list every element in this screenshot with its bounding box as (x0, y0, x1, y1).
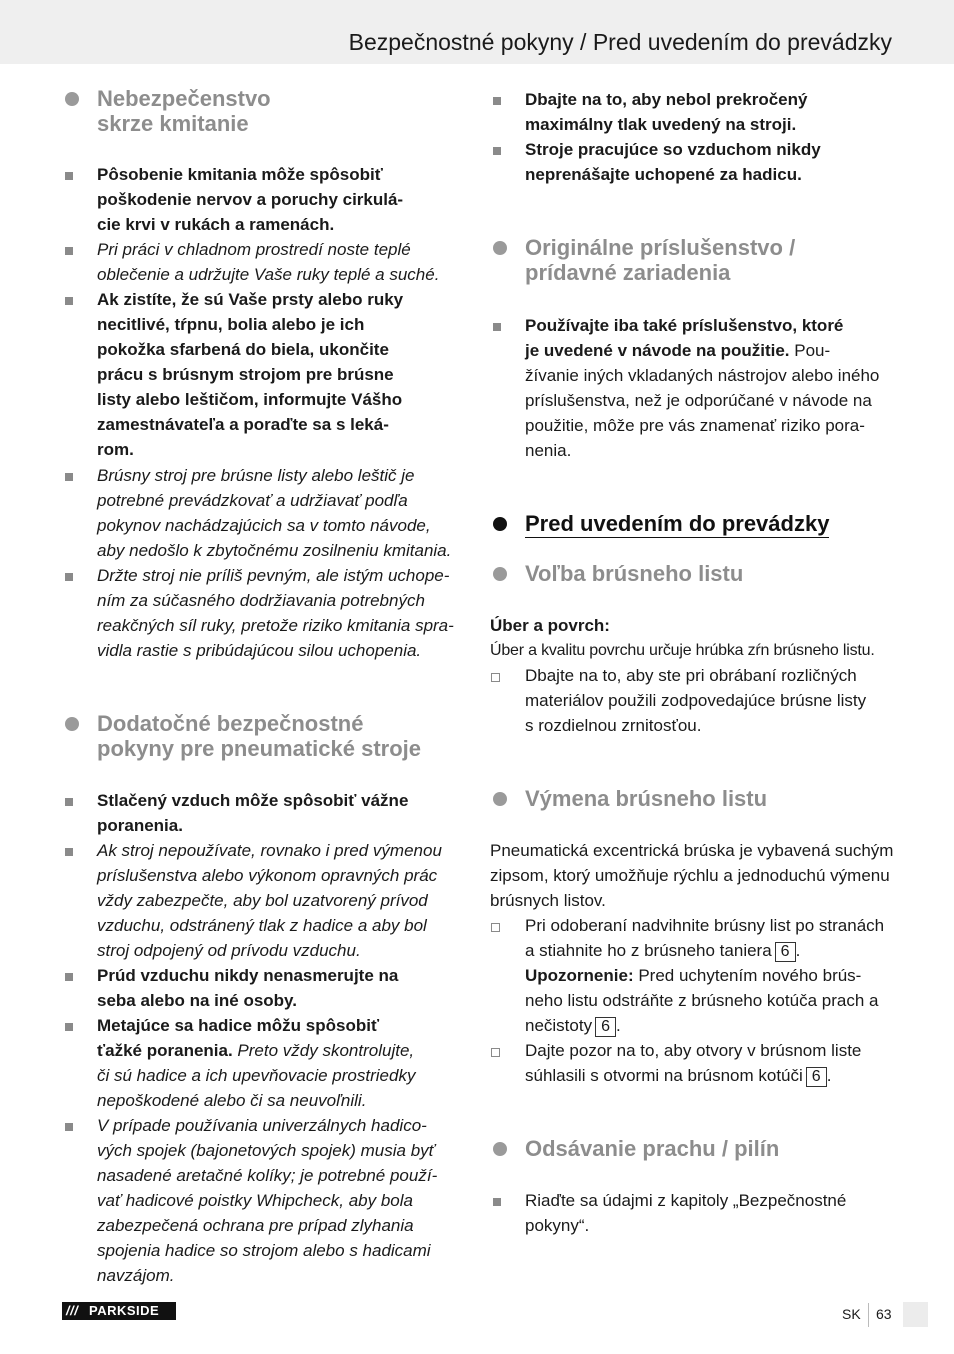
checkbox-bullet-icon (491, 923, 500, 932)
square-bullet-icon (65, 473, 73, 481)
section-heading-sheet-change: Výmena brúsneho listu (490, 786, 767, 811)
heading-bullet-icon (493, 567, 507, 581)
section-heading-accessories: Originálne príslušenstvo / prídavné zariadenia (490, 235, 795, 285)
square-bullet-icon (493, 323, 501, 331)
figure-reference: 6 (595, 1017, 616, 1037)
square-bullet-icon (493, 1198, 501, 1206)
list-item: Dbajte na to, aby nebol prekročený maximálny tlak uvedený na stroji. (490, 87, 895, 137)
square-bullet-icon (65, 1123, 73, 1131)
list-item: Ak stroj nepoužívate, rovnako i pred výmenou príslušenstva alebo výkonom opravných prác vždy zabezpečte, aby bol uzatvorený prívod vzduchu, odstránený tlak z hadice a aby bol stroj odpojený od prívodu vzduchu. (62, 838, 469, 963)
page-number: 63 (876, 1306, 892, 1322)
list-item: Stroje pracujúce so vzduchom nikdy neprenášajte uchopené za hadicu. (490, 137, 895, 187)
section-heading-vibration: Nebezpečenstvo skrze kmitanie (62, 86, 271, 136)
page-header-title: Bezpečnostné pokyny / Pred uvedením do prevádzky (348, 29, 892, 55)
square-bullet-icon (493, 147, 501, 155)
brand-logo: /// PARKSIDE (62, 1302, 176, 1320)
square-bullet-icon (493, 97, 501, 105)
footer-divider (868, 1303, 869, 1327)
heading-bullet-icon (493, 241, 507, 255)
section-heading-dust: Odsávanie prachu / pilín (490, 1136, 779, 1161)
square-bullet-icon (65, 848, 73, 856)
figure-reference: 6 (806, 1067, 827, 1087)
square-bullet-icon (65, 247, 73, 255)
list-item: V prípade používania univerzálnych hadico- vých spojek (bajonetových spojek) musia byť nasadené aretačné kolíky; je potrebné použí- vať hadicové poistky Whipcheck, aby bola zabezpečená ochrana pre prípad zlyhania spojenia hadice so strojom alebo s hadicami navzájom. (62, 1113, 469, 1288)
heading-bullet-icon (493, 1142, 507, 1156)
list-item: Riaďte sa údajmi z kapitoly „Bezpečnostné pokyny“. (490, 1188, 895, 1238)
list-item: Ak zistíte, že sú Vaše prsty alebo ruky necitlivé, tŕpnu, bolia alebo je ich pokožka sfarbená do biela, ukončite prácu s brúsnym strojom pre brúsne listy alebo leštičom, informujte Vášho zamestnávateľa a poraďte sa s leká- rom. (62, 287, 469, 462)
section-heading-sheet-choice: Voľba brúsneho listu (490, 561, 743, 586)
list-item: Pôsobenie kmitania môže spôsobiť poškodenie nervov a poruchy cirkulá- cie krvi v rukách a ramenách. (62, 162, 469, 237)
logo-stripes-icon: /// (66, 1303, 79, 1318)
figure-reference: 6 (775, 942, 796, 962)
heading-bullet-icon (65, 717, 79, 731)
paragraph: Úber a kvalitu povrchu určuje hrúbka zŕn brúsneho listu. (490, 642, 875, 659)
list-item: Používajte iba také príslušenstvo, ktoré je uvedené v návode na použitie. Pou- žívanie iných vkladaných nástrojov alebo iného príslušenstva, než je odporúčané v návode na použitie, môže pre vás znamenať riziko pora- nenia. (490, 313, 895, 463)
square-bullet-icon (65, 573, 73, 581)
checkbox-bullet-icon (491, 1048, 500, 1057)
checkbox-bullet-icon (491, 673, 500, 682)
heading-bullet-icon (493, 517, 507, 531)
square-bullet-icon (65, 297, 73, 305)
paragraph: Pneumatická excentrická brúska je vybavená suchým zipsom, ktorý umožňuje rýchlu a jednoduchú výmenu brúsnych listov. (490, 841, 894, 910)
list-item: Držte stroj nie príliš pevným, ale istým uchope- ním za súčasného dodržiavania potrebných reakčných síl ruky, pretože riziko kmitania spra- vidla rastie s pribúdajúcou silou uchopenia. (62, 563, 469, 663)
square-bullet-icon (65, 798, 73, 806)
section-heading-pneumatic: Dodatočné bezpečnostné pokyny pre pneumatické stroje (62, 711, 421, 761)
list-item: Dajte pozor na to, aby otvory v brúsnom liste súhlasili s otvormi na brúsnom kotúči 6 . (490, 1038, 895, 1088)
language-code: SK (842, 1306, 861, 1322)
heading-bullet-icon (65, 92, 79, 106)
section-heading-startup: Pred uvedením do prevádzky (490, 511, 829, 536)
list-item: Stlačený vzduch môže spôsobiť vážne poranenia. (62, 788, 469, 838)
square-bullet-icon (65, 973, 73, 981)
list-item: Prúd vzduchu nikdy nenasmerujte na seba alebo na iné osoby. (62, 963, 469, 1013)
list-item: Brúsny stroj pre brúsne listy alebo leštič je potrebné prevádzkovať a udržiavať podľa pokynov nachádzajúcich sa v tomto návode, aby nedošlo k zbytočnému zosilneniu kmitania. (62, 463, 469, 563)
heading-bullet-icon (493, 792, 507, 806)
square-bullet-icon (65, 172, 73, 180)
subheading: Úber a povrch: (490, 616, 610, 635)
list-item: Metajúce sa hadice môžu spôsobiť ťažké poranenia. Preto vždy skontrolujte, či sú hadice a ich upevňovacie prostriedky nepoškodené alebo či sa neuvoľnili. (62, 1013, 469, 1113)
footer-tab-marker (903, 1302, 928, 1327)
square-bullet-icon (65, 1023, 73, 1031)
list-item: Dbajte na to, aby ste pri obrábaní rozličných materiálov použili zodpovedajúce brúsne listy s rozdielnou zrnitosťou. (490, 663, 895, 738)
list-item: Pri práci v chladnom prostredí noste teplé oblečenie a udržujte Vaše ruky teplé a suché. (62, 237, 469, 287)
list-item: Pri odoberaní nadvihnite brúsny list po stranách a stiahnite ho z brúsneho taniera 6 . Upozornenie: Pred uchytením nového brús- neho listu odstráňte z brúsneho kotúča prach a nečistoty 6 . (490, 913, 895, 1038)
